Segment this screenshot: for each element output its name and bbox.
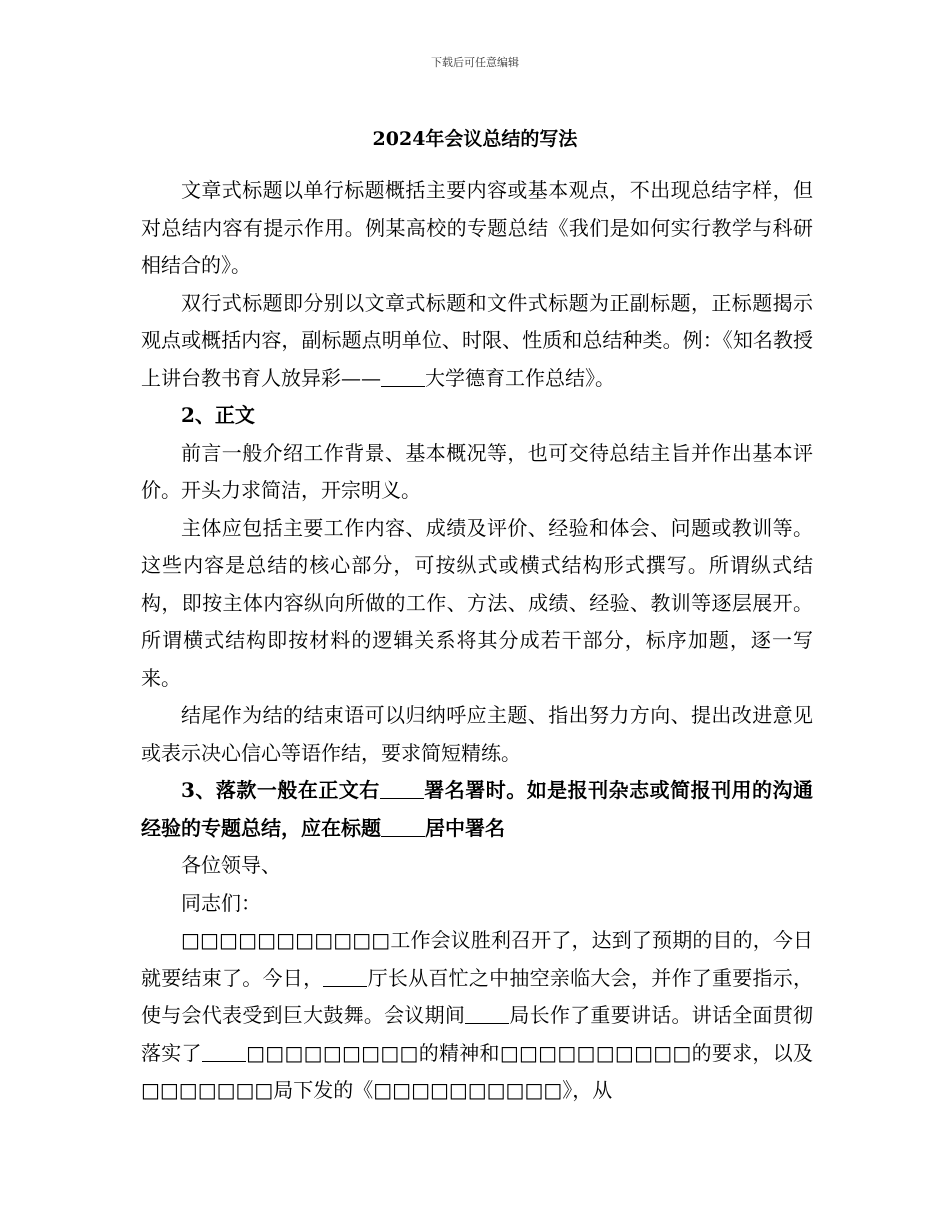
blank-line <box>381 816 425 837</box>
paragraph-text: □□□□□□□□□的精神和□□□□□□□□□□的要求，以及□□□□□□□局下发的《□□□□□□□□□□》，从 <box>141 1040 813 1102</box>
paragraph-double-title <box>141 285 813 398</box>
heading-text: 署名署时。如是报刊杂志或简报刊用的沟通经验的专题总结，应在标题 <box>141 778 814 840</box>
greeting-leaders: 各位领导、 <box>181 853 281 877</box>
paragraph-article-title: 文章式标题以单行标题概括主要内容或基本观点，不出现总结字样，但对总结内容有提示作用。例某高校的专题总结《我们是如何实行教学与科研相结合的》。 <box>141 178 813 277</box>
paragraph-text: □□□□□□□□□□□工作会议胜利召开了，达到了预期的目的，今日就要结束了。今日， <box>141 928 813 990</box>
greeting-comrades: 同志们： <box>181 890 261 915</box>
page-header: 下载后可任意编辑 <box>431 56 519 69</box>
document-body <box>141 172 813 1110</box>
blank-line <box>465 1003 509 1024</box>
blank-line <box>323 966 367 987</box>
paragraph-main-body: 主体应包括主要工作内容、成绩及评价、经验和体会、问题或教训等。这些内容是总结的核心部分，可按纵式或横式结构形式撰写。所谓纵式结构，即按主体内容纵向所做的工作、方法、成绩、经验、教训等逐层展开。所谓横式结构即按材料的逻辑关系将其分成若干部分，标序加题，逐一写来。 <box>141 515 813 690</box>
blank-line <box>202 1041 246 1062</box>
heading-text: 居中署名 <box>425 815 505 840</box>
blank-line <box>381 366 425 387</box>
paragraph-ending: 结尾作为结的结束语可以归纳呼应主题、指出努力方向、提出改进意见或表示决心信心等语作结，要求简短精练。 <box>141 703 813 765</box>
paragraph-text: 大学德育工作总结》。 <box>425 365 615 390</box>
paragraph-text: 双行式标题即分别以文章式标题和文件式标题为正副标题，正标题揭示观点或概括内容，副标题点明单位、时限、性质和总结种类。例：《知名教授上讲台教书育人放异彩—— <box>141 290 813 390</box>
heading-text: 3、落款一般在正文右 <box>181 778 380 802</box>
paragraph-text: 局长作了重要讲话。讲话全面贯彻落实了 <box>141 1003 814 1065</box>
section-heading-signature <box>141 772 813 847</box>
paragraph-text: 厅长从百忙之中抽空亲临大会，并作了重要指示，使与会代表受到巨大鼓舞。会议期间 <box>141 965 814 1027</box>
blank-line <box>380 778 424 799</box>
document-title: 2024年会议总结的写法 <box>372 128 578 150</box>
section-heading-body: 2、正文 <box>181 403 255 427</box>
paragraph-preface: 前言一般介绍工作背景、基本概况等，也可交待总结主旨并作出基本评价。开头力求简洁，开宗明义。 <box>141 440 813 502</box>
paragraph-speech <box>141 922 813 1110</box>
